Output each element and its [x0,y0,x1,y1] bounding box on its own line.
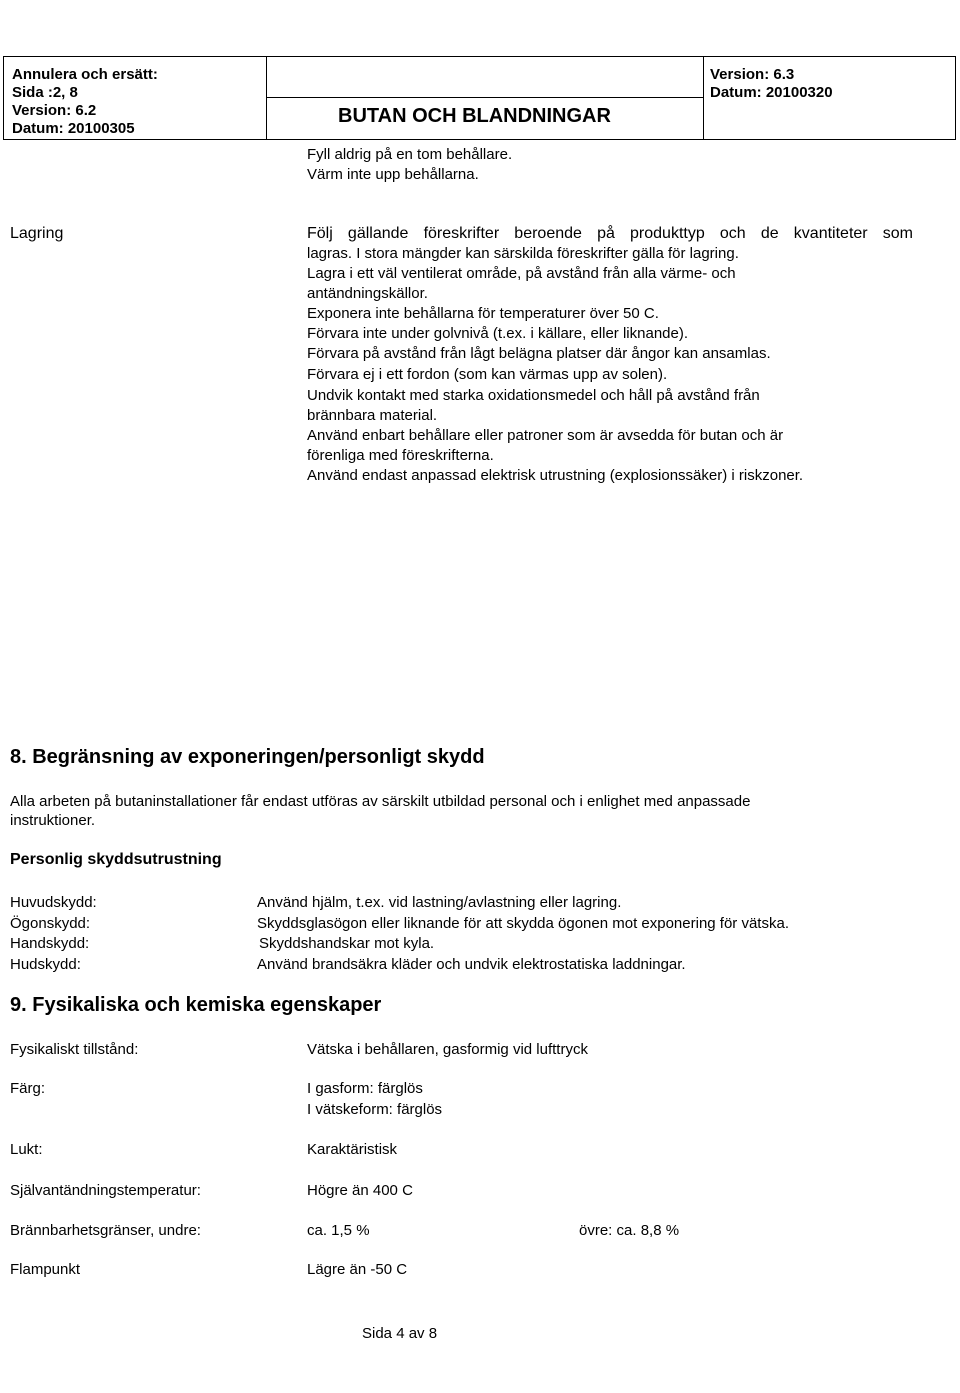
section-9-title: 9. Fysikaliska och kemiska egenskaper [10,994,382,1016]
storage-line: lagras. I stora mängder kan särskilda föreskrifter gälla för lagring. [307,245,739,262]
prop-autoignition-label: Självantändningstemperatur: [10,1182,201,1199]
ppe-head-label: Huvudskydd: [10,894,97,911]
storage-line: Förvara på avstånd från lågt belägna platser där ångor kan ansamlas. [307,345,771,362]
ppe-hand-value: Skyddshandskar mot kyla. [259,935,435,952]
prop-autoignition-value: Högre än 400 C [307,1182,413,1199]
prop-flashpoint-value: Lägre än -50 C [307,1261,408,1278]
ppe-eye-label: Ögonskydd: [10,915,91,932]
prop-odor-value: Karaktäristisk [307,1141,398,1158]
prop-flashpoint-label: Flampunkt [10,1261,81,1278]
section-8-intro-line: instruktioner. [10,812,96,829]
prop-flammability-lower: ca. 1,5 % [307,1222,370,1239]
ppe-title: Personlig skyddsutrustning [10,851,222,868]
section-8-intro-line: Alla arbeten på butaninstallationer får endast utföras av särskilt utbildad personal och i enlighet med anpassade [10,793,751,810]
storage-line: Undvik kontakt med starka oxidationsmedel och håll på avstånd från [307,387,760,404]
header-divider-middle [267,97,703,98]
storage-label: Lagring [10,225,64,242]
ppe-eye-value: Skyddsglasögon eller liknande för att skydda ögonen mot exponering för vätska. [257,915,789,932]
storage-line: förenliga med föreskrifterna. [307,447,494,464]
header-old-page: Sida :2, 8 [12,84,78,101]
storage-line: Förvara inte under golvnivå (t.ex. i källare, eller liknande). [307,325,689,342]
header-date: Datum: 20100320 [710,84,833,101]
storage-line: Lagra i ett väl ventilerat område, på avstånd från alla värme- och [307,265,736,282]
handling-line: Fyll aldrig på en tom behållare. [307,146,513,163]
prop-state-label: Fysikaliskt tillstånd: [10,1041,139,1058]
storage-line: antändningskällor. [307,285,428,302]
storage-line: Förvara ej i ett fordon (som kan värmas upp av solen). [307,366,668,383]
prop-flammability-label: Brännbarhetsgränser, undre: [10,1222,201,1239]
header-divider-right [703,57,704,139]
document-title: BUTAN OCH BLANDNINGAR [338,105,611,127]
prop-state-value: Vätska i behållaren, gasformig vid lufttryck [307,1041,588,1058]
prop-color-value: I vätskeform: färglös [307,1101,443,1118]
header-version: Version: 6.3 [710,66,795,83]
storage-line: Använd enbart behållare eller patroner som är avsedda för butan och är [307,427,784,444]
handling-line: Värm inte upp behållarna. [307,166,479,183]
prop-odor-label: Lukt: [10,1141,43,1158]
header-old-date: Datum: 20100305 [12,120,135,137]
ppe-hand-label: Handskydd: [10,935,90,952]
header-supersede-label: Annulera och ersätt: [12,66,158,83]
storage-line: Följ gällande föreskrifter beroende på produkttyp och de kvantiteter som [307,225,913,242]
storage-line: brännbara material. [307,407,438,424]
header-old-version: Version: 6.2 [12,102,97,119]
ppe-head-value: Använd hjälm, t.ex. vid lastning/avlastning eller lagring. [257,894,622,911]
header-divider-left [266,57,267,139]
prop-color-value: I gasform: färglös [307,1080,423,1097]
section-8-title: 8. Begränsning av exponeringen/personligt skydd [10,746,485,768]
prop-color-label: Färg: [10,1080,46,1097]
page-number: Sida 4 av 8 [362,1325,438,1342]
prop-flammability-upper: övre: ca. 8,8 % [579,1222,680,1239]
storage-line: Exponera inte behållarna för temperaturer över 50 C. [307,305,659,322]
ppe-skin-label: Hudskydd: [10,956,81,973]
storage-line: Använd endast anpassad elektrisk utrustning (explosionssäker) i riskzoner. [307,467,804,484]
ppe-skin-value: Använd brandsäkra kläder och undvik elektrostatiska laddningar. [257,956,686,973]
